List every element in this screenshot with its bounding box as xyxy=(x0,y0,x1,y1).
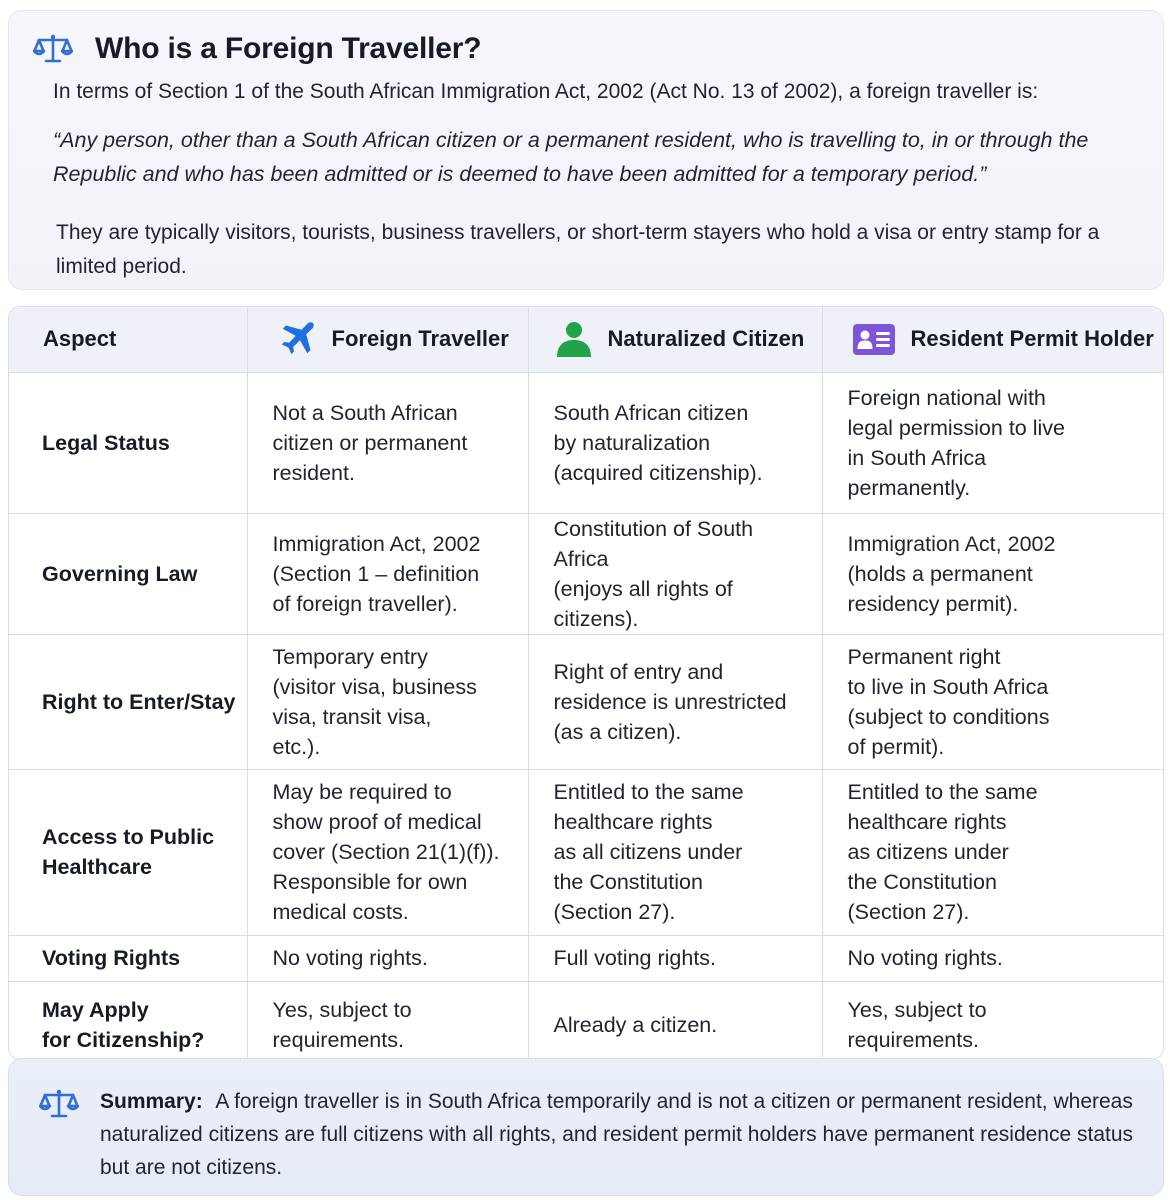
header-naturalized-label: Naturalized Citizen xyxy=(607,326,805,352)
airplane-icon xyxy=(278,321,318,357)
cell-foreign: No voting rights. xyxy=(247,935,528,981)
cell-resident: No voting rights. xyxy=(822,935,1164,981)
cell-naturalized: South African citizen by naturalization (acquired citizenship). xyxy=(528,372,822,513)
summary-label: Summary: xyxy=(100,1090,203,1113)
typical-description: They are typically visitors, tourists, business travellers, or short-term stayers who hold a visa or entry stamp for a limited period. xyxy=(56,221,1100,278)
table-row xyxy=(9,513,1164,634)
row-aspect: Access to Public Healthcare xyxy=(9,769,247,935)
summary-card xyxy=(8,1058,1164,1196)
cell-naturalized: Entitled to the same healthcare rights as all citizens under the Constitution (Section 27). xyxy=(528,769,822,935)
header-foreign-label: Foreign Traveller xyxy=(331,326,509,352)
table-row xyxy=(9,769,1164,935)
cell-naturalized: Full voting rights. xyxy=(528,935,822,981)
cell-naturalized: Constitution of South Africa (enjoys all rights of citizens). xyxy=(528,513,822,634)
header-resident-permit-holder xyxy=(822,307,1164,372)
header-aspect-label: Aspect xyxy=(43,326,117,352)
row-aspect: Governing Law xyxy=(9,513,247,634)
table-row xyxy=(9,634,1164,769)
row-aspect: Legal Status xyxy=(9,372,247,513)
row-aspect: May Apply for Citizenship? xyxy=(9,981,247,1060)
row-aspect: Voting Rights xyxy=(9,935,247,981)
person-icon xyxy=(554,321,594,357)
row-aspect: Right to Enter/Stay xyxy=(9,634,247,769)
comparison-table xyxy=(8,306,1164,1060)
cell-foreign: Yes, subject to requirements. xyxy=(247,981,528,1060)
cell-naturalized: Already a citizen. xyxy=(528,981,822,1060)
scales-icon xyxy=(33,33,73,65)
intro-text: In terms of Section 1 of the South African Immigration Act, 2002 (Act No. 13 of 2002), a foreign traveller is: xyxy=(53,80,1039,103)
scales-icon xyxy=(39,1087,79,1121)
title-row xyxy=(33,29,481,69)
definition-quote: “Any person, other than a South African citizen or a permanent resident, who is travelling to, in or through the Republic and who has been admitted or is deemed to have been admitted for a temporary period.” xyxy=(53,128,1089,186)
summary-body: A foreign traveller is in South Africa temporarily and is not a citizen or permanent resident, whereas naturalized citizens are full citizens with all rights, and resident permit holders have permanent residence status but are not citizens. xyxy=(100,1090,1134,1179)
cell-foreign: Temporary entry (visitor visa, business visa, transit visa, etc.). xyxy=(247,634,528,769)
header-resident-label: Resident Permit Holder xyxy=(910,326,1154,352)
cell-resident: Immigration Act, 2002 (holds a permanent residency permit). xyxy=(822,513,1164,634)
header-foreign-traveller xyxy=(247,307,528,372)
page-title: Who is a Foreign Traveller? xyxy=(95,32,482,65)
cell-resident: Yes, subject to requirements. xyxy=(847,997,987,1052)
cell-foreign: Immigration Act, 2002 (Section 1 – definition of foreign traveller). xyxy=(247,513,528,634)
cell-foreign: Not a South African citizen or permanent resident. xyxy=(247,372,528,513)
table-header-row xyxy=(9,307,1164,372)
table-row xyxy=(9,372,1164,513)
cell-resident: Entitled to the same healthcare rights as citizens under the Constitution (Section 27). xyxy=(822,769,1164,935)
header-naturalized-citizen xyxy=(528,307,822,372)
id-card-icon xyxy=(851,321,897,357)
cell-resident: Foreign national with legal permission to live in South Africa permanently. xyxy=(822,372,1164,513)
intro-card xyxy=(8,10,1164,290)
cell-naturalized: Right of entry and residence is unrestricted (as a citizen). xyxy=(528,634,822,769)
summary-text xyxy=(100,1085,1150,1184)
cell-resident: Permanent right to live in South Africa (subject to conditions of permit). xyxy=(822,634,1164,769)
header-aspect xyxy=(9,307,247,372)
table-row xyxy=(9,935,1164,981)
table-row xyxy=(9,981,1164,1060)
cell-foreign: May be required to show proof of medical cover (Section 21(1)(f)). Responsible for own medical costs. xyxy=(247,769,528,935)
